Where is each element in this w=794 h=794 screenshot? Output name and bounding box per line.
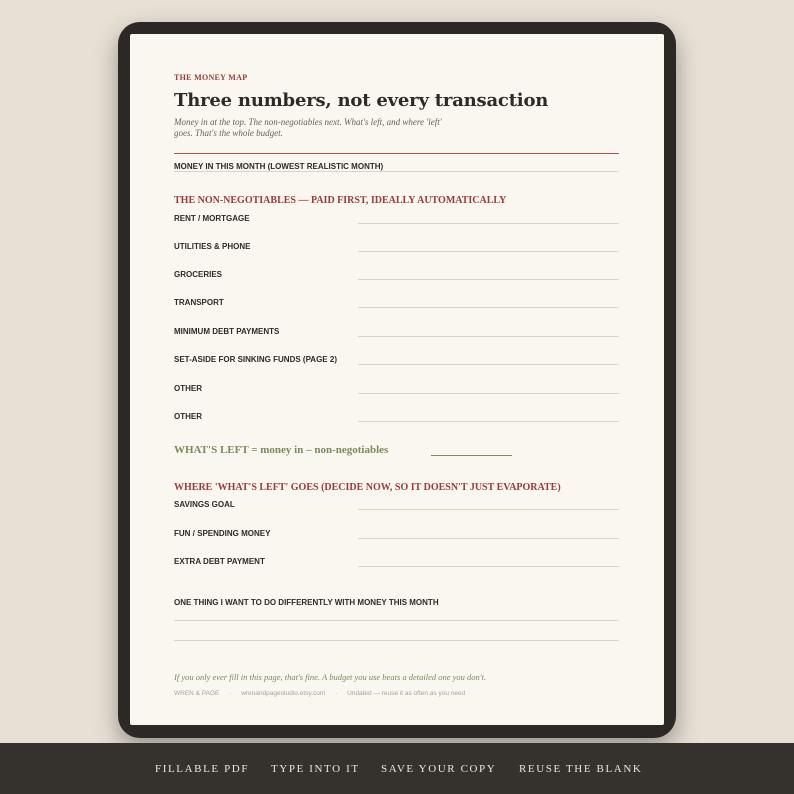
undated-note: Undated — reuse it as often as you need bbox=[347, 690, 466, 697]
transport-label: TRANSPORT bbox=[174, 298, 224, 307]
header-divider bbox=[174, 153, 619, 154]
fun-money-field[interactable] bbox=[358, 538, 619, 539]
footer-credits bbox=[174, 690, 473, 697]
transport-field[interactable] bbox=[358, 307, 619, 308]
separator-dot: · bbox=[335, 690, 338, 697]
rent-mortgage-label: RENT / MORTGAGE bbox=[174, 214, 250, 223]
page-subtitle: Money in at the top. The non-negotiables next. What's left, and where 'left' goes. That's the whole budget. bbox=[174, 117, 442, 138]
utilities-phone-label: UTILITIES & PHONE bbox=[174, 242, 251, 251]
groceries-label: GROCERIES bbox=[174, 270, 223, 279]
page-eyebrow: THE MONEY MAP bbox=[174, 73, 248, 82]
feature-banner bbox=[0, 743, 794, 794]
feature-type-into-it: TYPE INTO IT bbox=[271, 763, 360, 775]
money-in-label: MONEY IN THIS MONTH (LOWEST REALISTIC MONTH) bbox=[174, 162, 384, 171]
extra-debt-field[interactable] bbox=[358, 566, 619, 567]
money-in-field[interactable] bbox=[174, 171, 619, 172]
planner-page bbox=[130, 34, 664, 725]
brand-name: WREN & PAGE bbox=[174, 690, 220, 697]
utilities-phone-field[interactable] bbox=[358, 251, 619, 252]
feature-reuse-blank: REUSE THE BLANK bbox=[519, 763, 643, 775]
minimum-debt-label: MINIMUM DEBT PAYMENTS bbox=[174, 327, 280, 336]
feature-save-copy: SAVE YOUR COPY bbox=[381, 763, 497, 775]
feature-fillable-pdf: FILLABLE PDF bbox=[155, 763, 250, 775]
other-field-2[interactable] bbox=[358, 421, 619, 422]
non-negotiables-heading: THE NON-NEGOTIABLES — PAID FIRST, IDEALLY AUTOMATICALLY bbox=[174, 195, 507, 206]
rent-mortgage-field[interactable] bbox=[358, 223, 619, 224]
one-thing-field-2[interactable] bbox=[174, 640, 619, 641]
shop-url: wrenandpagestudio.etsy.com bbox=[241, 690, 326, 697]
whats-left-field[interactable] bbox=[431, 455, 512, 456]
other-label-1: OTHER bbox=[174, 384, 202, 393]
one-thing-label: ONE THING I WANT TO DO DIFFERENTLY WITH MONEY THIS MONTH bbox=[174, 598, 439, 607]
where-left-goes-heading: WHERE 'WHAT'S LEFT' GOES (DECIDE NOW, SO IT DOESN'T JUST EVAPORATE) bbox=[174, 482, 561, 493]
separator-dot: · bbox=[229, 690, 232, 697]
minimum-debt-field[interactable] bbox=[358, 336, 619, 337]
page-content bbox=[174, 34, 619, 725]
savings-goal-field[interactable] bbox=[358, 509, 619, 510]
groceries-field[interactable] bbox=[358, 279, 619, 280]
sinking-funds-label: SET-ASIDE FOR SINKING FUNDS (PAGE 2) bbox=[174, 355, 337, 364]
other-label-2: OTHER bbox=[174, 412, 202, 421]
fun-money-label: FUN / SPENDING MONEY bbox=[174, 529, 271, 538]
other-field-1[interactable] bbox=[358, 393, 619, 394]
whats-left-formula: WHAT'S LEFT = money in – non-negotiables bbox=[174, 444, 389, 456]
footer-note: If you only ever fill in this page, that's fine. A budget you use beats a detailed one you don't. bbox=[174, 672, 487, 682]
savings-goal-label: SAVINGS GOAL bbox=[174, 500, 235, 509]
page-title: Three numbers, not every transaction bbox=[174, 90, 549, 111]
one-thing-field-1[interactable] bbox=[174, 620, 619, 621]
sinking-funds-field[interactable] bbox=[358, 364, 619, 365]
extra-debt-label: EXTRA DEBT PAYMENT bbox=[174, 557, 265, 566]
